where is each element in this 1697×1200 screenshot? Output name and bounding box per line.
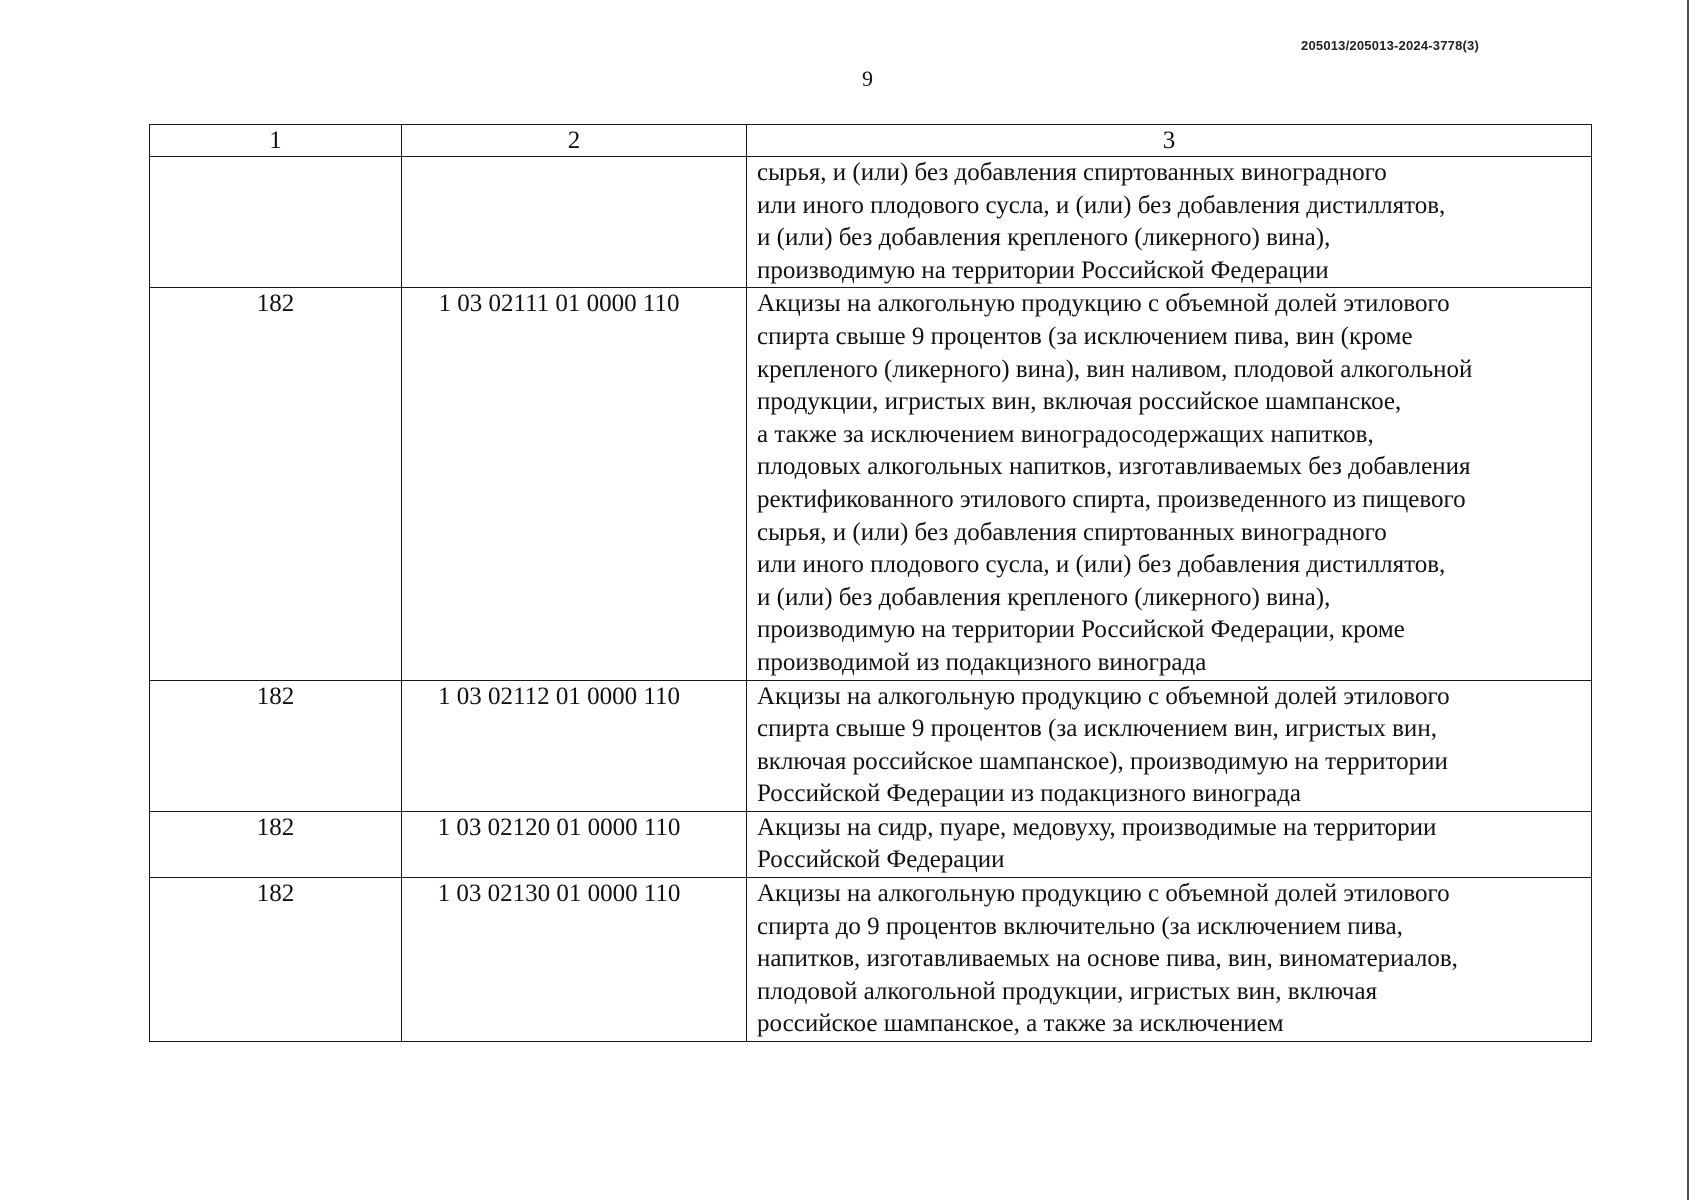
description-line: напитков, изготавливаемых на основе пива, вин, виноматериалов, [757, 945, 1458, 973]
description-cell [747, 288, 1592, 680]
description-line: продукции, игристых вин, включая российское шампанское, [757, 388, 1402, 416]
description-line: Акцизы на алкогольную продукцию с объемной долей этилового [757, 290, 1450, 318]
description-line: крепленого (ликерного) вина), вин наливом, плодовой алкогольной [757, 355, 1473, 383]
description-line: Российской Федерации [757, 846, 1005, 874]
description-line: Российской Федерации из подакцизного винограда [757, 780, 1302, 808]
description-line: Акцизы на алкогольную продукцию с объемной долей этилового [757, 880, 1450, 908]
description-line: производимую на территории Российской Федерации, кроме [757, 616, 1405, 644]
description-cell [747, 811, 1592, 877]
table-row [150, 680, 1592, 811]
description-line: Акцизы на алкогольную продукцию с объемной долей этилового [757, 682, 1450, 710]
revenue-code-cell [402, 157, 747, 288]
page-number: 9 [862, 66, 873, 91]
description-line: включая российское шампанское), производимую на территории [757, 747, 1448, 775]
column-header-1: 1 [150, 125, 402, 157]
description-line: спирта свыше 9 процентов (за исключением пива, вин (кроме [757, 322, 1413, 350]
description-cell [747, 878, 1592, 1042]
table-row [150, 878, 1592, 1042]
document-id: 205013/205013-2024-3778(3) [1301, 38, 1479, 53]
table-row [150, 288, 1592, 680]
description-line: Акцизы на сидр, пуаре, медовуху, производимые на территории [757, 813, 1437, 841]
description-line: или иного плодового сусла, и (или) без добавления дистиллятов, [757, 551, 1446, 579]
description-line: а также за исключением виноградосодержащих напитков, [757, 420, 1374, 448]
description-line: сырья, и (или) без добавления спиртованных виноградного [757, 159, 1387, 186]
description-line: ректификованного этилового спирта, произведенного из пищевого [757, 485, 1466, 513]
admin-code-cell: 182 [150, 288, 402, 680]
admin-code-cell [150, 157, 402, 288]
column-header-3: 3 [747, 125, 1592, 157]
description-line: спирта свыше 9 процентов (за исключением вин, игристых вин, [757, 715, 1437, 743]
description-line: спирта до 9 процентов включительно (за исключением пива, [757, 912, 1403, 940]
description-line: российское шампанское, а также за исключением [757, 1010, 1284, 1038]
description-cell [747, 680, 1592, 811]
description-line: плодовых алкогольных напитков, изготавливаемых без добавления [757, 453, 1471, 481]
admin-code-cell: 182 [150, 811, 402, 877]
table-row [150, 811, 1592, 877]
description-cell [747, 157, 1592, 288]
admin-code-cell: 182 [150, 878, 402, 1042]
table-row [150, 157, 1592, 288]
revenue-code-cell: 1 03 02130 01 0000 110 [402, 878, 747, 1042]
description-line: и (или) без добавления крепленого (ликерного) вина), [757, 583, 1331, 611]
table-header-row [150, 125, 1592, 157]
revenue-code-cell: 1 03 02112 01 0000 110 [402, 680, 747, 811]
column-header-2: 2 [402, 125, 747, 157]
admin-code-cell: 182 [150, 680, 402, 811]
scan-edge-line [1687, 0, 1689, 1200]
description-line: производимой из подакцизного винограда [757, 648, 1207, 676]
description-line: плодовой алкогольной продукции, игристых вин, включая [757, 977, 1378, 1005]
description-line: и (или) без добавления крепленого (ликерного) вина), [757, 224, 1331, 252]
revenue-code-cell: 1 03 02120 01 0000 110 [402, 811, 747, 877]
description-line: или иного плодового сусла, и (или) без добавления дистиллятов, [757, 191, 1446, 219]
description-line: производимую на территории Российской Федерации [757, 256, 1329, 284]
revenue-codes-table [149, 124, 1592, 1042]
description-line: сырья, и (или) без добавления спиртованных виноградного [757, 518, 1387, 546]
revenue-code-cell: 1 03 02111 01 0000 110 [402, 288, 747, 680]
